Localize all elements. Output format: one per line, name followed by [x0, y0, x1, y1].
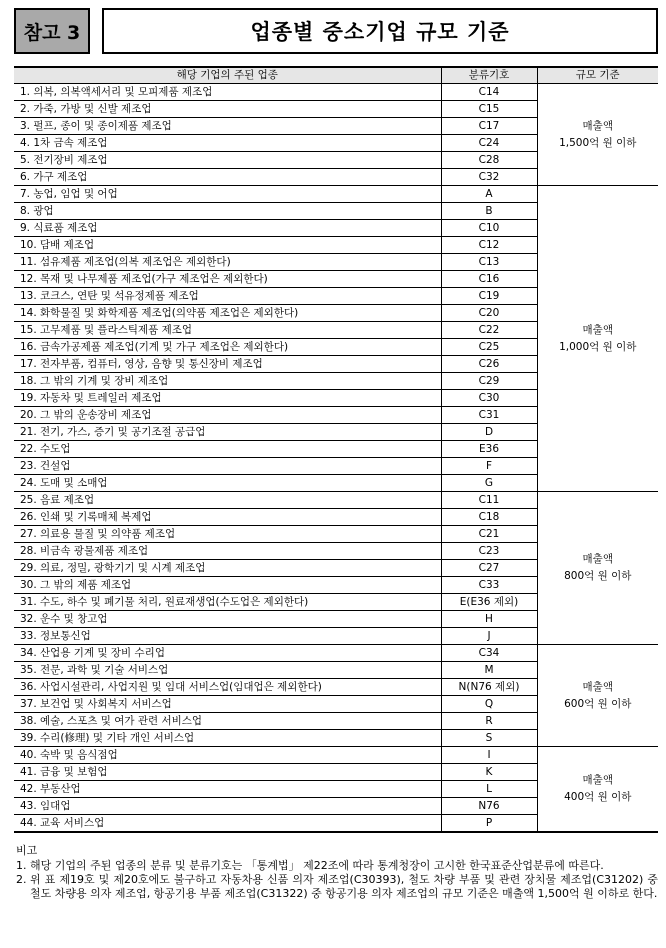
- industry-cell: 44. 교육 서비스업: [14, 815, 441, 833]
- code-cell: C26: [441, 356, 537, 373]
- industry-cell: 4. 1차 금속 제조업: [14, 135, 441, 152]
- criterion-line: 매출액: [582, 553, 613, 565]
- industry-cell: 25. 음료 제조업: [14, 492, 441, 509]
- code-cell: H: [441, 611, 537, 628]
- code-cell: C28: [441, 152, 537, 169]
- criterion-line: 400억 원 이하: [564, 791, 632, 803]
- code-cell: C30: [441, 390, 537, 407]
- table-body: [14, 84, 658, 833]
- code-cell: C20: [441, 305, 537, 322]
- code-cell: C32: [441, 169, 537, 186]
- industry-cell: 8. 광업: [14, 203, 441, 220]
- industry-cell: 9. 식료품 제조업: [14, 220, 441, 237]
- note-text: 해당 기업의 주된 업종의 분류 및 분류기호는 「통계법」 제22조에 따라 통계청장이 고시한 한국표준산업분류에 따른다.: [30, 859, 604, 872]
- industry-cell: 3. 펄프, 종이 및 종이제품 제조업: [14, 118, 441, 135]
- industry-cell: 36. 사업시설관리, 사업지원 및 임대 서비스업(임대업은 제외한다): [14, 679, 441, 696]
- criterion-line: 600억 원 이하: [564, 697, 632, 710]
- code-cell: C10: [441, 220, 537, 237]
- industry-cell: 32. 운수 및 창고업: [14, 611, 441, 628]
- industry-cell: 16. 금속가공제품 제조업(기계 및 가구 제조업은 제외한다): [14, 339, 441, 356]
- industry-cell: 17. 전자부품, 컴퓨터, 영상, 음향 및 통신장비 제조업: [14, 356, 441, 373]
- industry-cell: 12. 목재 및 나무제품 제조업(가구 제조업은 제외한다): [14, 271, 441, 288]
- code-cell: C13: [441, 254, 537, 271]
- criterion-line: 800억 원 이하: [564, 570, 632, 582]
- industry-cell: 13. 코크스, 연탄 및 석유정제품 제조업: [14, 288, 441, 305]
- code-cell: C24: [441, 135, 537, 152]
- industry-cell: 40. 숙박 및 음식점업: [14, 747, 441, 764]
- code-cell: C29: [441, 373, 537, 390]
- code-cell: C34: [441, 645, 537, 662]
- industry-cell: 37. 보건업 및 사회복지 서비스업: [14, 696, 441, 713]
- code-cell: N76: [441, 798, 537, 815]
- note-item: [16, 873, 658, 901]
- page-header: [14, 8, 658, 56]
- code-cell: C27: [441, 560, 537, 577]
- industry-cell: 10. 담배 제조업: [14, 237, 441, 254]
- notes-section: [16, 844, 658, 901]
- notes-title: 비고: [16, 844, 38, 857]
- industry-cell: 19. 자동차 및 트레일러 제조업: [14, 390, 441, 407]
- industry-cell: 22. 수도업: [14, 441, 441, 458]
- industry-cell: 30. 그 밖의 제품 제조업: [14, 577, 441, 594]
- criterion-cell: [537, 645, 658, 747]
- industry-cell: 11. 섬유제품 제조업(의복 제조업은 제외한다): [14, 254, 441, 271]
- note-number: 2.: [16, 873, 27, 886]
- code-cell: C21: [441, 526, 537, 543]
- table-header-row: [14, 67, 658, 84]
- code-cell: C15: [441, 101, 537, 118]
- code-cell: E36: [441, 441, 537, 458]
- criterion-cell: [537, 84, 658, 186]
- table-row: [14, 186, 658, 203]
- page-title: 업종별 중소기업 규모 기준: [102, 8, 658, 54]
- industry-cell: 23. 건설업: [14, 458, 441, 475]
- industry-cell: 5. 전기장비 제조업: [14, 152, 441, 169]
- code-cell: F: [441, 458, 537, 475]
- industry-cell: 27. 의료용 물질 및 의약품 제조업: [14, 526, 441, 543]
- criterion-cell: [537, 492, 658, 645]
- industry-cell: 29. 의료, 정밀, 광학기기 및 시계 제조업: [14, 560, 441, 577]
- criterion-line: 매출액: [582, 680, 613, 693]
- code-cell: C11: [441, 492, 537, 509]
- code-cell: C18: [441, 509, 537, 526]
- code-cell: J: [441, 628, 537, 645]
- industry-cell: 24. 도매 및 소매업: [14, 475, 441, 492]
- code-cell: K: [441, 764, 537, 781]
- column-header-industry: 해당 기업의 주된 업종: [14, 67, 441, 84]
- note-number: 1.: [16, 859, 27, 872]
- criterion-line: 1,000억 원 이하: [559, 340, 637, 353]
- industry-cell: 39. 수리(修理) 및 기타 개인 서비스업: [14, 730, 441, 747]
- code-cell: C16: [441, 271, 537, 288]
- code-cell: C19: [441, 288, 537, 305]
- code-cell: C31: [441, 407, 537, 424]
- industry-cell: 15. 고무제품 및 플라스틱제품 제조업: [14, 322, 441, 339]
- note-item: [16, 859, 658, 873]
- code-cell: N(N76 제외): [441, 679, 537, 696]
- industry-cell: 35. 전문, 과학 및 기술 서비스업: [14, 662, 441, 679]
- column-header-code: 분류기호: [441, 67, 537, 84]
- industry-cell: 7. 농업, 임업 및 어업: [14, 186, 441, 203]
- code-cell: A: [441, 186, 537, 203]
- code-cell: C17: [441, 118, 537, 135]
- code-cell: L: [441, 781, 537, 798]
- code-cell: E(E36 제외): [441, 594, 537, 611]
- code-cell: I: [441, 747, 537, 764]
- column-header-criterion: 규모 기준: [537, 67, 658, 84]
- section-tag: 참고 3: [14, 8, 90, 54]
- criterion-line: 1,500억 원 이하: [559, 136, 637, 149]
- code-cell: C14: [441, 84, 537, 101]
- code-cell: C22: [441, 322, 537, 339]
- table-row: [14, 492, 658, 509]
- code-cell: P: [441, 815, 537, 833]
- criterion-line: 매출액: [582, 774, 613, 786]
- industry-cell: 31. 수도, 하수 및 폐기물 처리, 원료재생업(수도업은 제외한다): [14, 594, 441, 611]
- industry-cell: 14. 화학물질 및 화학제품 제조업(의약품 제조업은 제외한다): [14, 305, 441, 322]
- criterion-cell: [537, 747, 658, 833]
- industry-cell: 33. 정보통신업: [14, 628, 441, 645]
- industry-cell: 18. 그 밖의 기계 및 장비 제조업: [14, 373, 441, 390]
- industry-cell: 2. 가죽, 가방 및 신발 제조업: [14, 101, 441, 118]
- industry-cell: 38. 예술, 스포츠 및 여가 관련 서비스업: [14, 713, 441, 730]
- industry-cell: 34. 산업용 기계 및 장비 수리업: [14, 645, 441, 662]
- code-cell: G: [441, 475, 537, 492]
- criterion-line: 매출액: [582, 119, 613, 132]
- industry-cell: 21. 전기, 가스, 증기 및 공기조절 공급업: [14, 424, 441, 441]
- code-cell: R: [441, 713, 537, 730]
- industry-cell: 41. 금융 및 보험업: [14, 764, 441, 781]
- code-cell: C23: [441, 543, 537, 560]
- criterion-line: 매출액: [582, 323, 613, 336]
- code-cell: Q: [441, 696, 537, 713]
- table-row: [14, 747, 658, 764]
- code-cell: D: [441, 424, 537, 441]
- table-row: [14, 84, 658, 101]
- industry-cell: 42. 부동산업: [14, 781, 441, 798]
- industry-cell: 28. 비금속 광물제품 제조업: [14, 543, 441, 560]
- industry-cell: 1. 의복, 의복액세서리 및 모피제품 제조업: [14, 84, 441, 101]
- code-cell: C12: [441, 237, 537, 254]
- industry-cell: 26. 인쇄 및 기록매체 복제업: [14, 509, 441, 526]
- criterion-cell: [537, 186, 658, 492]
- code-cell: C33: [441, 577, 537, 594]
- table-row: [14, 645, 658, 662]
- code-cell: S: [441, 730, 537, 747]
- industry-size-table: [14, 66, 658, 833]
- note-text: 위 표 제19호 및 제20호에도 불구하고 자동차용 신품 의자 제조업(C30393), 철도 차량 부품 및 관련 장치물 제조업(C31202) 중 철도 차량용 의자 제조업, 항공기용 부품 제조업(C31322) 중 항공기용 의자 제조업의 규모 기준은 매출액 1,500억 원 이하로 한다.: [30, 873, 658, 900]
- code-cell: C25: [441, 339, 537, 356]
- code-cell: M: [441, 662, 537, 679]
- industry-cell: 43. 임대업: [14, 798, 441, 815]
- code-cell: B: [441, 203, 537, 220]
- industry-cell: 6. 가구 제조업: [14, 169, 441, 186]
- industry-cell: 20. 그 밖의 운송장비 제조업: [14, 407, 441, 424]
